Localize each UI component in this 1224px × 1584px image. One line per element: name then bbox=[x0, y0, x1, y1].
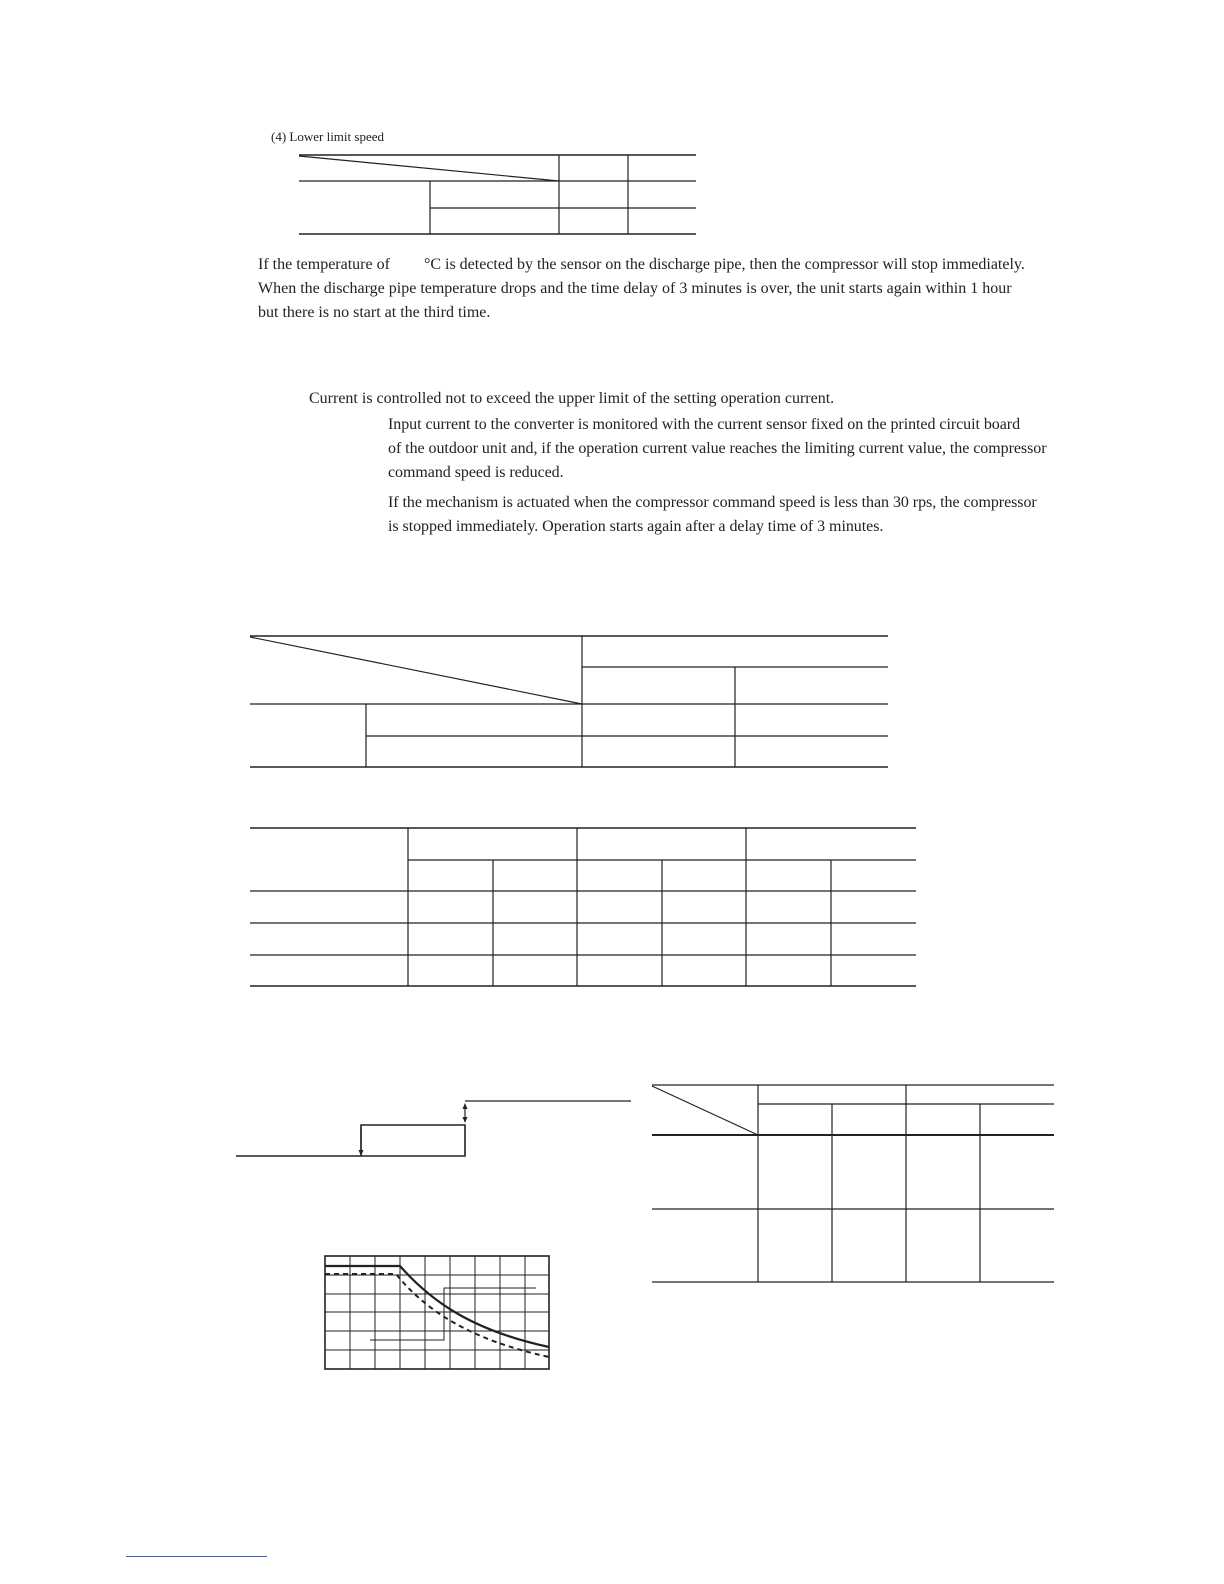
solid-curve-leader bbox=[370, 1288, 536, 1340]
current-control-intro: Current is controlled not to exceed the upper limit of the setting operation current. bbox=[309, 390, 835, 407]
section-title-lower-limit-speed: (4) Lower limit speed bbox=[271, 129, 384, 144]
current-sensor-paragraph: Input current to the converter is monitored with the current sensor fixed on the printed circuit board of the outdoor unit and, if the operation current value reaches the limiting current value, the compressor command speed is reduced. bbox=[388, 416, 1047, 481]
solid-limit-curve bbox=[325, 1266, 549, 1347]
compressor-stop-paragraph: If the mechanism is actuated when the compressor command speed is less than 30 rps, the compressor is stopped immediately. Operation starts again after a delay time of 3 minutes. bbox=[388, 494, 1037, 535]
dashed-limit-curve bbox=[325, 1274, 549, 1357]
discharge-temperature-paragraph: If the temperature of °C is detected by the sensor on the discharge pipe, then the compressor will stop immediately. When the discharge pipe temperature drops and the time delay of 3 minutes is over, the unit starts again within 1 hour but there is no start at the third time. bbox=[258, 256, 1025, 321]
footer-link-underline bbox=[126, 1556, 267, 1557]
